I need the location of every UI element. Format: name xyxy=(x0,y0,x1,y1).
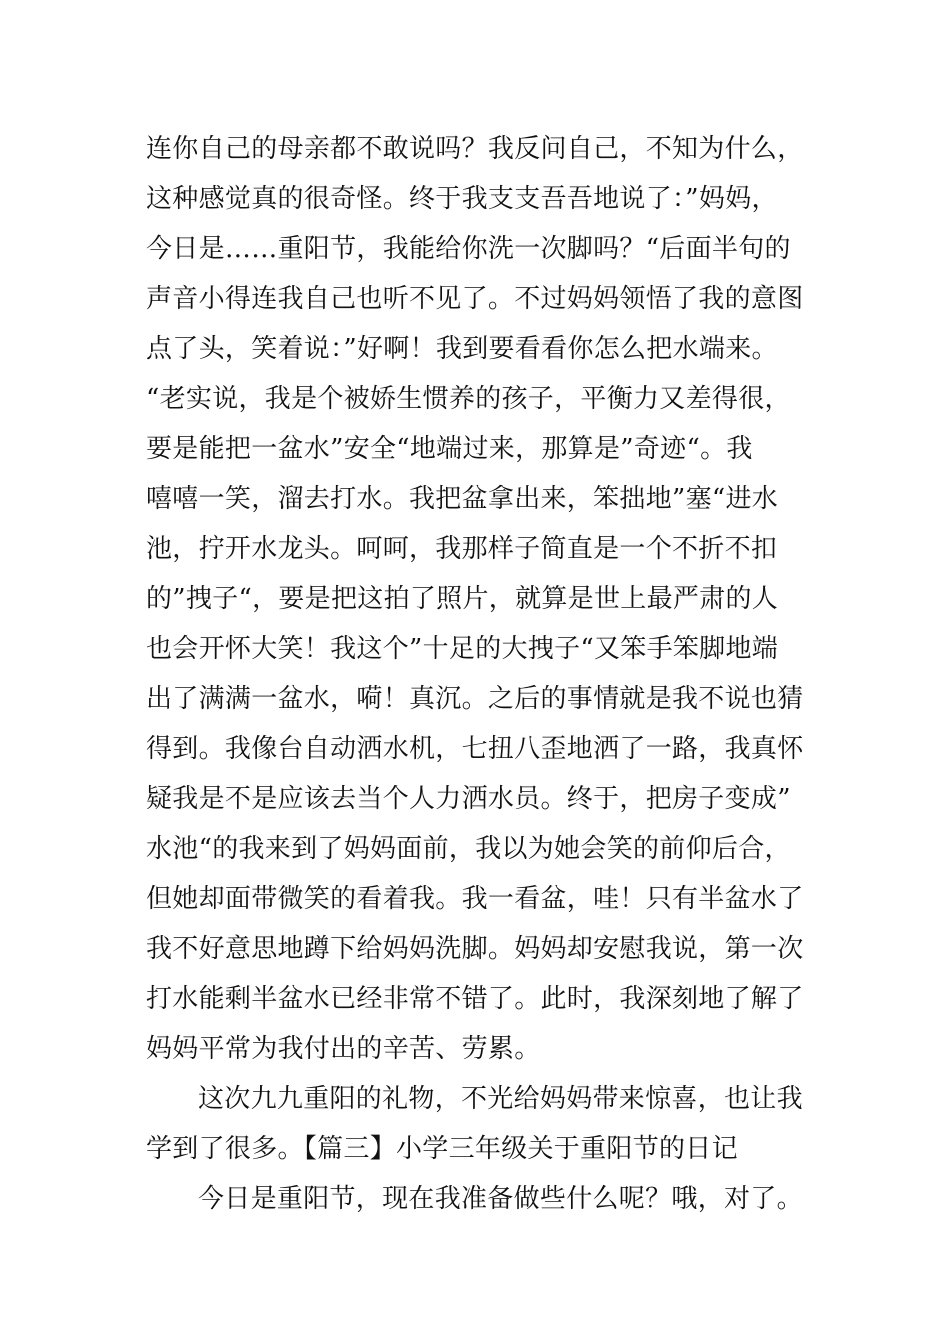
text-line: 今日是……重阳节，我能给你洗一次脚吗？“后面半句的 xyxy=(146,234,791,264)
text-line: 嘻嘻一笑，溜去打水。我把盆拿出来，笨拙地”塞“进水 xyxy=(146,484,779,514)
text-line: 得到。我像台自动洒水机，七扭八歪地洒了一路，我真怀 xyxy=(146,734,804,764)
text-line: 要是能把一盆水”安全“地端过来，那算是”奇迹“。我 xyxy=(146,434,753,464)
paragraph-start-line: 这次九九重阳的礼物，不光给妈妈带来惊喜，也让我 xyxy=(198,1084,803,1114)
text-line: 学到了很多。【篇三】小学三年级关于重阳节的日记 xyxy=(146,1134,738,1164)
text-line: 妈妈平常为我付出的辛苦、劳累。 xyxy=(146,1034,541,1064)
text-line: 连你自己的母亲都不敢说吗？我反问自己，不知为什么， xyxy=(146,134,804,164)
text-line: 点了头，笑着说：”好啊！我到要看看你怎么把水端来。 xyxy=(146,334,778,364)
text-line: 水池“的我来到了妈妈面前，我以为她会笑的前仰后合， xyxy=(146,834,791,864)
text-line: 池，拧开水龙头。呵呵，我那样子简直是一个不折不扣 xyxy=(146,534,778,564)
paragraph-start-line: 今日是重阳节，现在我准备做些什么呢？哦，对了。 xyxy=(198,1184,803,1214)
text-line: “老实说，我是个被娇生惯养的孩子，平衡力又差得很， xyxy=(146,384,791,414)
text-line: 声音小得连我自己也听不见了。不过妈妈领悟了我的意图 xyxy=(146,284,804,314)
text-line: 出了满满一盆水，嗬！真沉。之后的事情就是我不说也猜 xyxy=(146,684,804,714)
text-line: 疑我是不是应该去当个人力洒水员。终于，把房子变成” xyxy=(146,784,791,814)
text-line: 也会开怀大笑！我这个”十足的大拽子“又笨手笨脚地端 xyxy=(146,634,779,664)
document-body xyxy=(146,124,816,1224)
text-line: 这种感觉真的很奇怪。终于我支支吾吾地说了：”妈妈， xyxy=(146,184,778,214)
text-line: 打水能剩半盆水已经非常不错了。此时，我深刻地了解了 xyxy=(146,984,804,1014)
text-line: 我不好意思地蹲下给妈妈洗脚。妈妈却安慰我说，第一次 xyxy=(146,934,804,964)
text-line: 但她却面带微笑的看着我。我一看盆，哇！只有半盆水了 xyxy=(146,884,804,914)
text-line: 的”拽子“，要是把这拍了照片，就算是世上最严肃的人 xyxy=(146,584,779,614)
